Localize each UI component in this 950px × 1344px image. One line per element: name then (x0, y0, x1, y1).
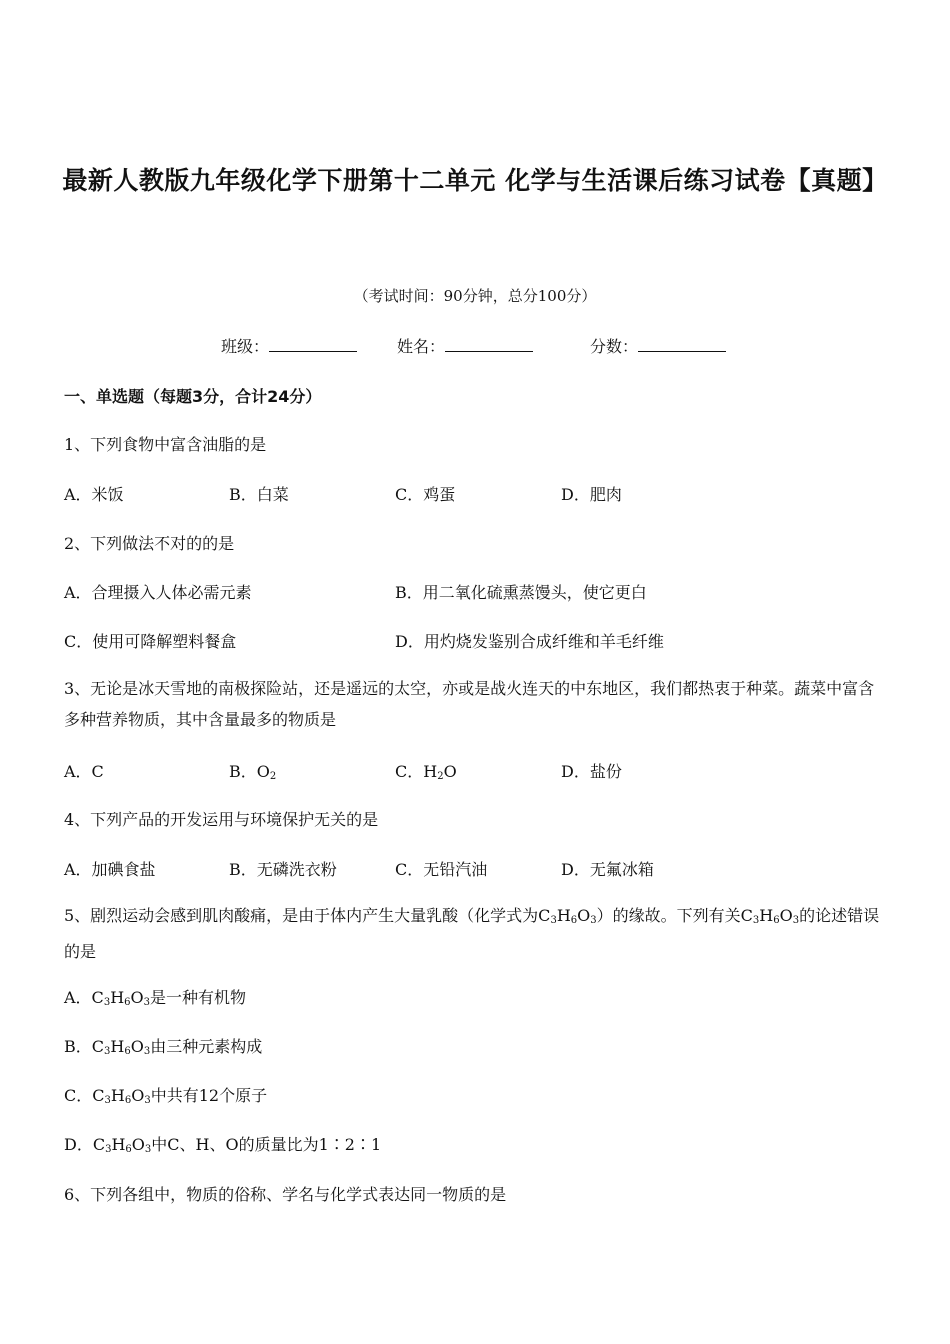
name-field[interactable] (397, 334, 533, 357)
q2-option-a: A．合理摄入人体必需元素 (64, 583, 252, 602)
question-6-stem: 6、下列各组中，物质的俗称、学名与化学式表达同一物质的是 (64, 1185, 507, 1204)
q3-option-d: D．盐份 (561, 762, 622, 781)
q3-option-b: B．$O_2$ (229, 762, 277, 782)
class-field[interactable] (221, 334, 357, 357)
score-blank[interactable] (638, 337, 726, 352)
q2-option-d: D．用灼烧发鉴别合成纤维和羊毛纤维 (395, 632, 664, 651)
q2-option-c: C．使用可降解塑料餐盒 (64, 632, 237, 651)
q1-option-a: A．米饭 (64, 485, 124, 504)
question-2-stem: 2、下列做法不对的的是 (64, 534, 235, 553)
q4-option-a: A．加碘食盐 (64, 860, 156, 879)
class-blank[interactable] (269, 337, 357, 352)
question-3-stem: 3、无论是冰天雪地的南极探险站，还是遥远的太空，亦或是战火连天的中东地区，我们都热衷于种菜。蔬菜中富含多种营养物质，其中含量最多的物质是 (64, 679, 875, 729)
name-blank[interactable] (445, 337, 533, 352)
score-label: 分数： (590, 337, 639, 356)
q5-option-d: D．$C_3H_6O_3$中C、H、O的质量比为1∶2∶1 (64, 1135, 382, 1155)
q4-option-b: B．无磷洗衣粉 (229, 860, 337, 879)
class-label: 班级： (221, 337, 270, 356)
q5-option-b: B．$C_3H_6O_3$由三种元素构成 (64, 1037, 263, 1057)
q1-option-d: D．肥肉 (561, 485, 622, 504)
exam-info: （考试时间：90分钟，总分100分） (353, 287, 597, 305)
q3-option-c: C．$H_2O$ (395, 762, 457, 782)
q5-option-a: A．$C_3H_6O_3$是一种有机物 (64, 988, 247, 1008)
q2-option-b: B．用二氧化硫熏蒸馒头，使它更白 (395, 583, 647, 602)
section-heading: 一、单选题（每题3分，合计24分） (64, 387, 322, 406)
q3-option-a: A．C (64, 762, 104, 781)
q5-option-c: C．$C_3H_6O_3$中共有12个原子 (64, 1086, 268, 1106)
score-field[interactable] (590, 334, 726, 357)
q4-option-c: C．无铅汽油 (395, 860, 488, 879)
q1-option-b: B．白菜 (229, 485, 289, 504)
question-1-stem: 1、下列食物中富含油脂的是 (64, 435, 267, 454)
q1-option-c: C．鸡蛋 (395, 485, 456, 504)
question-5-stem: 5、剧烈运动会感到肌肉酸痛，是由于体内产生大量乳酸（化学式为$C_3H_6O_3$）的缘故。下列有关$C_3H_6O_3$的论述错误的是 (64, 906, 880, 961)
page-title: 最新人教版九年级化学下册第十二单元 化学与生活课后练习试卷【真题】 (62, 166, 888, 195)
name-label: 姓名： (397, 337, 446, 356)
q4-option-d: D．无氟冰箱 (561, 860, 654, 879)
question-4-stem: 4、下列产品的开发运用与环境保护无关的是 (64, 810, 379, 829)
